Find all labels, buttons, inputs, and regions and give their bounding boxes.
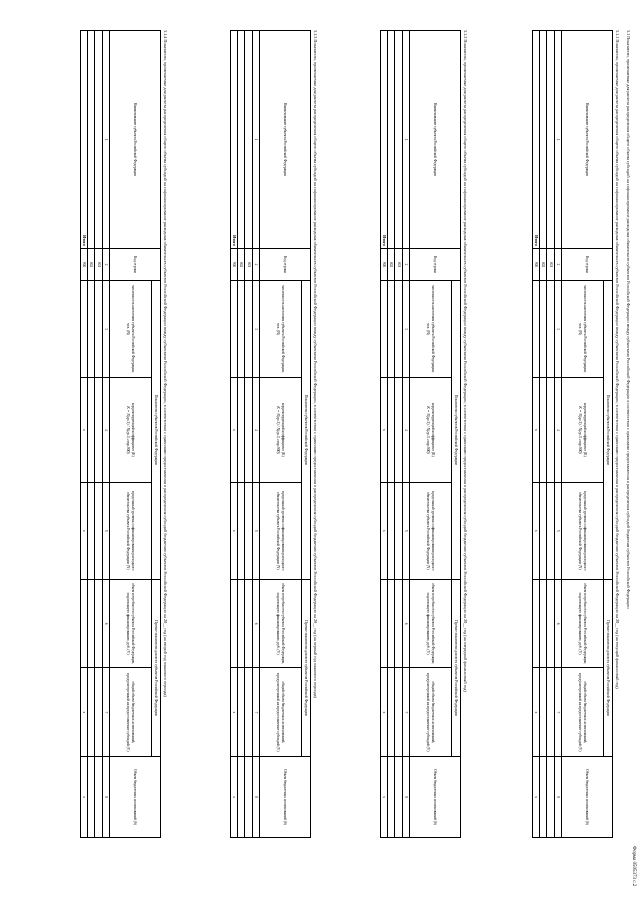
table-cell <box>388 668 395 757</box>
header-code: Код строки <box>562 248 613 280</box>
table-cell <box>238 668 245 757</box>
total-code: 900 <box>532 248 539 280</box>
total-cell: x <box>230 668 237 757</box>
total-row <box>230 31 237 838</box>
coefficient-title: корректирующий коэффициент (K) <box>130 403 135 457</box>
total-cell <box>230 579 237 668</box>
section-1 <box>532 30 620 838</box>
table-cell <box>238 757 245 838</box>
total-code: 900 <box>230 248 237 280</box>
header-group-regions: Показатели субъектов Российской Федерации <box>604 281 613 580</box>
column-number: 5 <box>554 482 561 579</box>
section-caption: 3.1.1 Показатели, применяемые для расчета распределения общего объема субсидий на софинансирование расходных обязательств субъектов Российской Федерации между субъектами Российской Федерации, в соответствии с правилами предоставления и распределения субсидий бюджетам субъектов Российской Федерации на 20__ год (на текущий финансовый год) <box>615 30 620 689</box>
total-row <box>532 31 539 838</box>
section-3 <box>230 30 318 838</box>
coefficient-formula: K = N(гр.3) / N(гр.3, стр.900) <box>126 406 131 454</box>
column-number: 5 <box>252 482 259 579</box>
table-cell <box>388 281 395 378</box>
region-name-cell <box>245 31 252 249</box>
column-numbers-row <box>252 31 259 838</box>
total-cell: x <box>230 482 237 579</box>
total-cell: x <box>380 668 387 757</box>
table-cell <box>245 757 252 838</box>
indicator-table <box>532 30 613 838</box>
table-cell <box>547 668 554 757</box>
column-number: 1 <box>554 31 561 249</box>
table-row <box>540 31 547 838</box>
header-level: предельный уровень софинансирования расходного обязательства субъекта Российской Федерации (Y) <box>110 482 152 579</box>
table-cell <box>388 579 395 668</box>
row-code: 001 <box>395 248 402 280</box>
table-cell <box>238 482 245 579</box>
indicator-table <box>230 30 311 838</box>
table-cell <box>395 281 402 378</box>
section-caption: 3.1.4 Показатели, применяемые для расчета распределения общего объема субсидий на софинансирование расходных обязательств субъектов Российской Федерации между субъектами Российской Федерации, в соответствии с правилами предоставления и распределения субсидий бюджетам субъектов Российской Федерации на 20__ год (на второй год планового периода) <box>163 30 168 697</box>
table-cell <box>395 482 402 579</box>
table-cell <box>547 579 554 668</box>
header-population: численность населения субъекта Российской Федерации, чел. (N) <box>110 281 152 378</box>
column-number: 8 <box>554 757 561 838</box>
section-2 <box>380 30 468 838</box>
header-group-other: Прочие показатели для всех субъектов Российской Федерации <box>302 579 311 757</box>
column-number: 3 <box>554 281 561 378</box>
coefficient-formula: K = N(гр.3) / N(гр.3, стр.900) <box>578 406 583 454</box>
row-code: 002 <box>88 248 95 280</box>
total-cell: x <box>80 668 87 757</box>
region-name-cell <box>540 31 547 249</box>
table-cell <box>95 482 102 579</box>
total-cell: x <box>532 482 539 579</box>
header-need: объем потребности субъекта Российской Федерации, подлежащего финансированию, руб. (V) <box>410 579 452 668</box>
section-caption: 3.1.2 Показатели, применяемые для расчета распределения общего объема субсидий на софинансирование расходных обязательств субъектов Российской Федерации между субъектами Российской Федерации, в соответствии с правилами предоставления и распределения субсидий бюджетам субъектов Российской Федерации на 20__ год (на очередной финансовый год) <box>463 30 468 692</box>
table-cell <box>238 377 245 482</box>
table-cell <box>388 757 395 838</box>
section-caption: 3.1.3 Показатели, применяемые для расчета распределения общего объема субсидий на софинансирование расходных обязательств субъектов Российской Федерации между субъектами Российской Федерации, в соответствии с правилами предоставления и распределения субсидий бюджетам субъектов Российской Федерации на 20__ год (на первый год планового периода) <box>313 30 318 698</box>
header-group-other: Прочие показатели для всех субъектов Российской Федерации <box>152 579 161 757</box>
column-number: 2 <box>402 248 409 280</box>
column-number: 2 <box>102 248 109 280</box>
column-number: 1 <box>252 31 259 249</box>
header-coefficient <box>110 377 152 482</box>
table-cell <box>88 668 95 757</box>
total-cell <box>230 281 237 378</box>
header-level: предельный уровень софинансирования расходного обязательства субъекта Российской Федерации (Y) <box>260 482 302 579</box>
header-population: численность населения субъекта Российской Федерации, чел. (N) <box>260 281 302 378</box>
total-cell: x <box>80 377 87 482</box>
header-group-other: Прочие показатели для всех субъектов Российской Федерации <box>604 579 613 757</box>
table-cell <box>88 757 95 838</box>
total-cell <box>80 579 87 668</box>
header-total: общий объем бюджетных ассигнований, предусмотренный на предоставление субсидий (V) <box>562 668 604 757</box>
total-code: 900 <box>380 248 387 280</box>
indicator-table <box>380 30 461 838</box>
total-cell: x <box>80 482 87 579</box>
total-cell: x <box>230 377 237 482</box>
table-cell <box>540 757 547 838</box>
region-name-cell <box>88 31 95 249</box>
table-cell <box>245 377 252 482</box>
table-cell <box>388 482 395 579</box>
header-region: Наименование субъекта Российской Федерации <box>410 31 461 249</box>
column-number: 3 <box>102 281 109 378</box>
table-row <box>395 31 402 838</box>
column-number: 7 <box>402 668 409 757</box>
total-cell <box>80 281 87 378</box>
header-total: общий объем бюджетных ассигнований, предусмотренный на предоставление субсидий (V) <box>260 668 302 757</box>
column-number: 1 <box>402 31 409 249</box>
header-need: объем потребности субъекта Российской Федерации, подлежащего финансированию, руб. (V) <box>260 579 302 668</box>
column-number: 6 <box>402 579 409 668</box>
table-cell <box>547 482 554 579</box>
table-cell <box>540 482 547 579</box>
row-code: 002 <box>388 248 395 280</box>
table-cell <box>238 579 245 668</box>
total-cell: x <box>380 377 387 482</box>
header-region: Наименование субъекта Российской Федерации <box>562 31 613 249</box>
header-distribution: Объем бюджетных ассигнований (S) <box>110 757 161 838</box>
header-total: общий объем бюджетных ассигнований, предусмотренный на предоставление субсидий (V) <box>110 668 152 757</box>
total-cell: x <box>532 757 539 838</box>
column-number: 7 <box>102 668 109 757</box>
table-cell <box>88 281 95 378</box>
column-number: 8 <box>402 757 409 838</box>
total-label: Итого <box>80 31 87 249</box>
table-cell <box>95 579 102 668</box>
header-level: предельный уровень софинансирования расходного обязательства субъекта Российской Федерации (Y) <box>410 482 452 579</box>
column-number: 5 <box>102 482 109 579</box>
total-cell: x <box>80 757 87 838</box>
table-cell <box>540 281 547 378</box>
total-cell: x <box>532 377 539 482</box>
table-cell <box>95 668 102 757</box>
total-label: Итого <box>532 31 539 249</box>
total-cell <box>380 579 387 668</box>
header-group-regions: Показатели субъектов Российской Федерации <box>302 281 311 580</box>
table-row <box>245 31 252 838</box>
region-name-cell <box>547 31 554 249</box>
total-cell: x <box>380 482 387 579</box>
row-code: 002 <box>540 248 547 280</box>
total-row <box>380 31 387 838</box>
table-cell <box>245 281 252 378</box>
total-cell <box>380 281 387 378</box>
coefficient-title: корректирующий коэффициент (K) <box>430 403 435 457</box>
document-title: 3.1 Показатели, применяемые для расчета распределения общего объема субсидий на софинансирование расходных обязательств субъектов Российской Федерации между субъектами Российской Федерации в соответствии с правилами предоставления и распределения субсидий бюджетам субъектов Российской Федерации <box>626 30 631 609</box>
header-region: Наименование субъекта Российской Федерации <box>260 31 311 249</box>
column-number: 7 <box>554 668 561 757</box>
column-number: 8 <box>252 757 259 838</box>
table-cell <box>547 377 554 482</box>
column-number: 1 <box>102 31 109 249</box>
column-number: 2 <box>554 248 561 280</box>
table-cell <box>388 377 395 482</box>
column-number: 4 <box>554 377 561 482</box>
table-cell <box>95 281 102 378</box>
region-name-cell <box>388 31 395 249</box>
row-code: 002 <box>238 248 245 280</box>
total-code: 900 <box>80 248 87 280</box>
total-cell: x <box>532 668 539 757</box>
table-row <box>88 31 95 838</box>
table-cell <box>540 579 547 668</box>
table-cell <box>88 377 95 482</box>
table-cell <box>395 579 402 668</box>
column-number: 3 <box>252 281 259 378</box>
total-label: Итого <box>380 31 387 249</box>
header-coefficient <box>260 377 302 482</box>
table-cell <box>238 281 245 378</box>
table-row <box>547 31 554 838</box>
total-cell <box>532 281 539 378</box>
header-population: численность населения субъекта Российской Федерации, чел. (N) <box>410 281 452 378</box>
column-numbers-row <box>554 31 561 838</box>
column-numbers-row <box>402 31 409 838</box>
table-cell <box>540 668 547 757</box>
table-cell <box>547 757 554 838</box>
header-coefficient <box>562 377 604 482</box>
indicator-table <box>80 30 161 838</box>
coefficient-title: корректирующий коэффициент (K) <box>280 403 285 457</box>
table-cell <box>95 757 102 838</box>
table-cell <box>395 757 402 838</box>
region-name-cell <box>238 31 245 249</box>
total-cell: x <box>380 757 387 838</box>
total-row <box>80 31 87 838</box>
region-name-cell <box>395 31 402 249</box>
header-need: объем потребности субъекта Российской Федерации, подлежащего финансированию, руб. (V) <box>562 579 604 668</box>
column-number: 8 <box>102 757 109 838</box>
header-code: Код строки <box>410 248 461 280</box>
header-group-regions: Показатели субъектов Российской Федерации <box>452 281 461 580</box>
table-cell <box>540 377 547 482</box>
table-cell <box>395 377 402 482</box>
column-numbers-row <box>102 31 109 838</box>
header-total: общий объем бюджетных ассигнований, предусмотренный на предоставление субсидий (V) <box>410 668 452 757</box>
column-number: 3 <box>402 281 409 378</box>
row-code: 001 <box>245 248 252 280</box>
table-cell <box>547 281 554 378</box>
header-code: Код строки <box>260 248 311 280</box>
table-row <box>388 31 395 838</box>
header-coefficient <box>410 377 452 482</box>
coefficient-formula: K = N(гр.3) / N(гр.3, стр.900) <box>426 406 431 454</box>
table-cell <box>88 482 95 579</box>
column-number: 2 <box>252 248 259 280</box>
region-name-cell <box>95 31 102 249</box>
header-level: предельный уровень софинансирования расходного обязательства субъекта Российской Федерации (Y) <box>562 482 604 579</box>
header-need: объем потребности субъекта Российской Федерации, подлежащего финансированию, руб. (V) <box>110 579 152 668</box>
coefficient-title: корректирующий коэффициент (K) <box>582 403 587 457</box>
column-number: 5 <box>402 482 409 579</box>
column-number: 6 <box>102 579 109 668</box>
total-cell: x <box>230 757 237 838</box>
header-distribution: Объем бюджетных ассигнований (S) <box>562 757 613 838</box>
form-code: Форма 0505373 с.2 <box>631 846 636 887</box>
row-code: 001 <box>95 248 102 280</box>
table-cell <box>88 579 95 668</box>
table-row <box>95 31 102 838</box>
column-number: 7 <box>252 668 259 757</box>
column-number: 6 <box>554 579 561 668</box>
column-number: 6 <box>252 579 259 668</box>
total-cell <box>532 579 539 668</box>
column-number: 4 <box>252 377 259 482</box>
header-population: численность населения субъекта Российской Федерации, чел. (N) <box>562 281 604 378</box>
header-distribution: Объем бюджетных ассигнований (S) <box>410 757 461 838</box>
header-group-other: Прочие показатели для всех субъектов Российской Федерации <box>452 579 461 757</box>
table-row <box>238 31 245 838</box>
table-cell <box>245 668 252 757</box>
coefficient-formula: K = N(гр.3) / N(гр.3, стр.900) <box>276 406 281 454</box>
header-region: Наименование субъекта Российской Федерации <box>110 31 161 249</box>
table-cell <box>95 377 102 482</box>
header-distribution: Объем бюджетных ассигнований (S) <box>260 757 311 838</box>
row-code: 001 <box>547 248 554 280</box>
column-number: 4 <box>102 377 109 482</box>
table-cell <box>245 482 252 579</box>
total-label: Итого <box>230 31 237 249</box>
column-number: 4 <box>402 377 409 482</box>
table-cell <box>395 668 402 757</box>
section-4 <box>80 30 168 838</box>
header-group-regions: Показатели субъектов Российской Федерации <box>152 281 161 580</box>
header-code: Код строки <box>110 248 161 280</box>
table-cell <box>245 579 252 668</box>
